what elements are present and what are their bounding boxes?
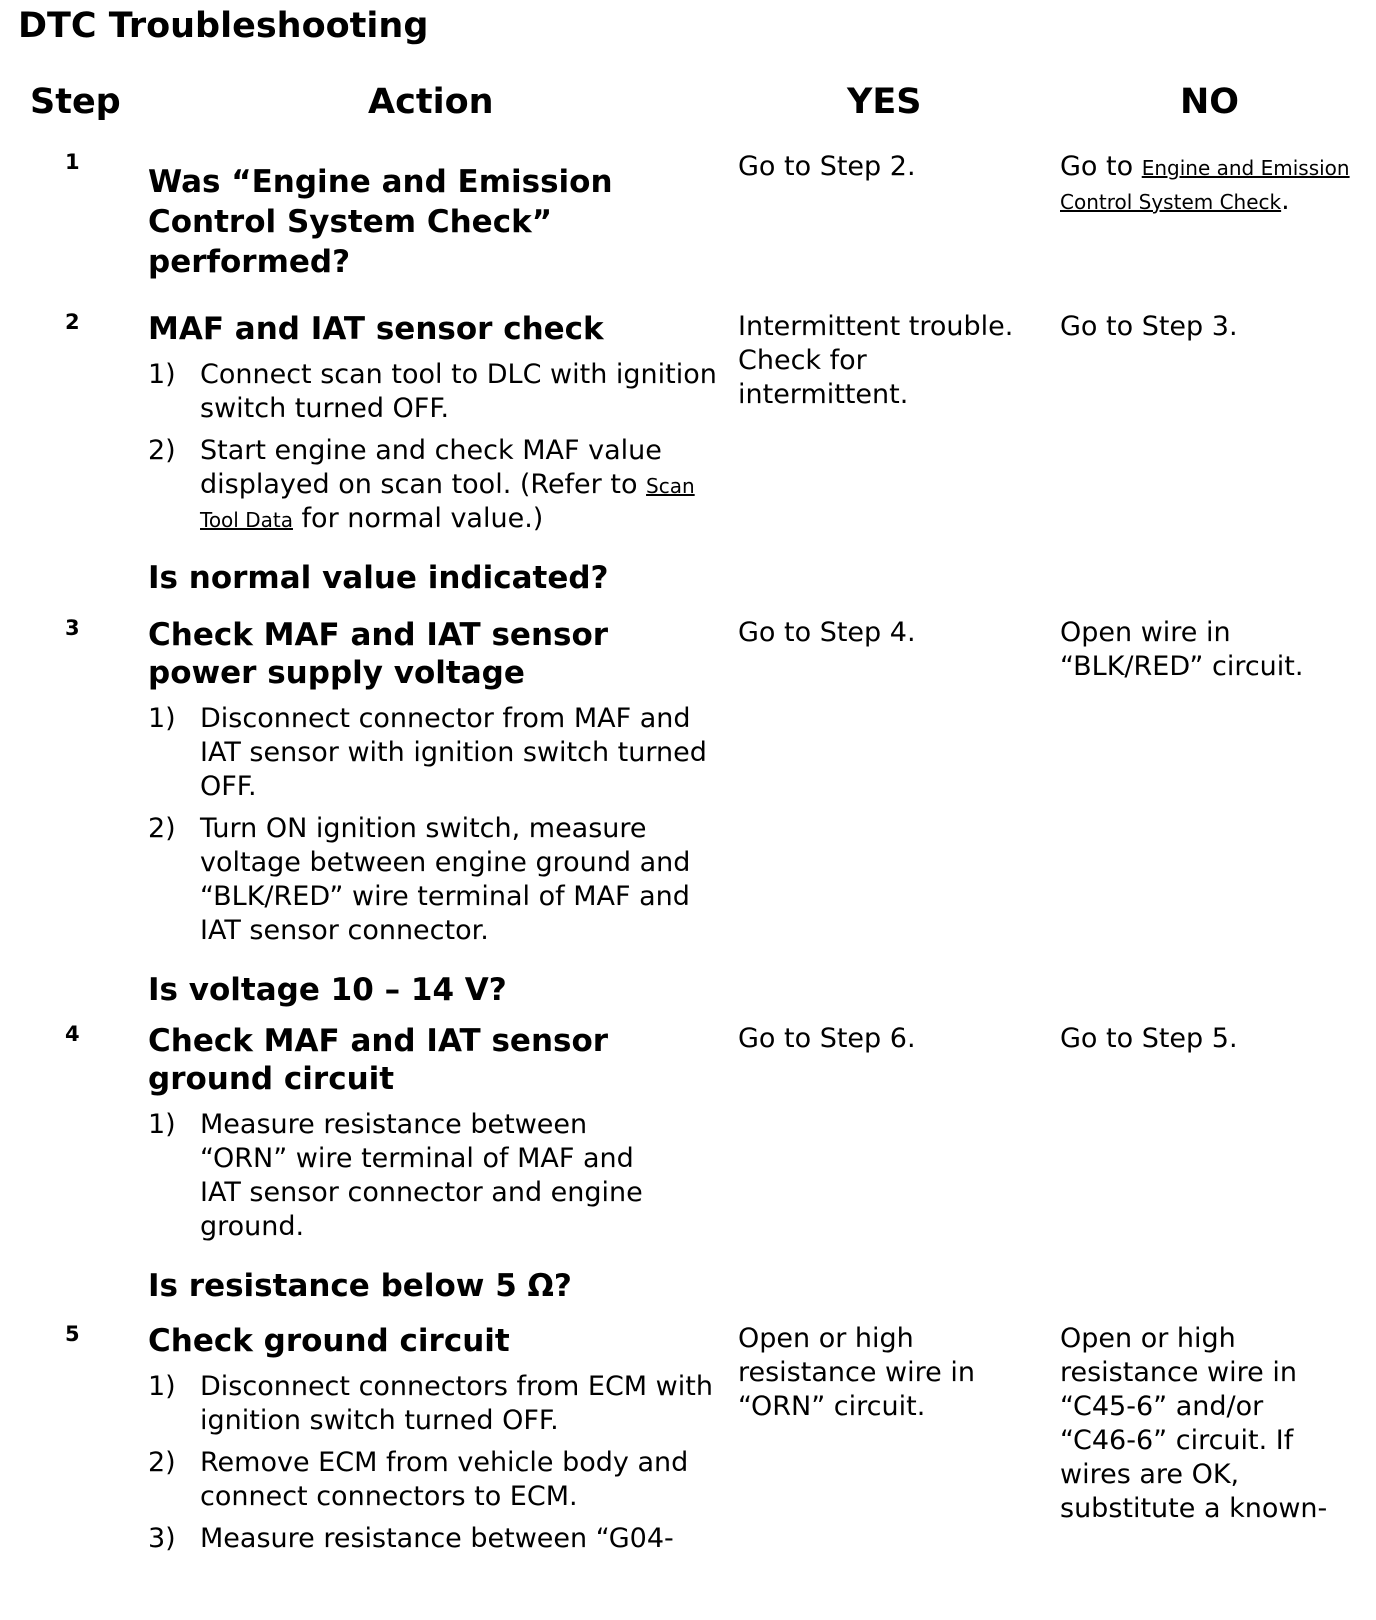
action-cell	[148, 616, 718, 1010]
list-item	[148, 1446, 718, 1514]
list-item-text-after: for normal value.)	[292, 503, 544, 534]
list-item-number: 1)	[148, 1371, 176, 1402]
action-question: Is voltage 10 – 14 V?	[148, 972, 507, 1008]
list-item	[148, 434, 718, 536]
step-number: 2	[65, 310, 80, 334]
yes-cell: Go to Step 6.	[738, 1023, 916, 1054]
no-cell: Open or high resistance wire in “C45-6” and/or “C46-6” circuit. If wires are OK, substitute a known-	[1060, 1323, 1328, 1524]
engine-emission-check-link[interactable]: Engine and Emission Control System Check	[1060, 156, 1350, 214]
column-header-yes: YES	[847, 82, 922, 122]
list-item-text: Remove ECM from vehicle body and connect connectors to ECM.	[200, 1447, 689, 1512]
list-item	[148, 702, 718, 804]
list-item-text: Turn ON ignition switch, measure voltage between engine ground and “BLK/RED” wire terminal of MAF and IAT sensor connector.	[200, 813, 691, 946]
list-item	[148, 358, 718, 426]
list-item-number: 1)	[148, 703, 176, 734]
list-item-number: 3)	[148, 1523, 176, 1554]
list-item-text: Measure resistance between “G04-	[200, 1523, 674, 1554]
yes-cell: Go to Step 2.	[738, 151, 916, 182]
no-cell: Open wire in “BLK/RED” circuit.	[1060, 617, 1304, 682]
yes-cell: Go to Step 4.	[738, 617, 916, 648]
no-cell: Go to Step 5.	[1060, 1023, 1238, 1054]
no-text-suffix: .	[1281, 185, 1290, 216]
action-title: MAF and IAT sensor check	[148, 311, 604, 347]
list-item	[148, 1370, 718, 1438]
step-number: 4	[65, 1022, 80, 1046]
list-item-number: 2)	[148, 813, 176, 844]
page-title: DTC Troubleshooting	[18, 6, 429, 46]
column-header-step: Step	[30, 82, 121, 122]
list-item-text: Disconnect connectors from ECM with ignition switch turned OFF.	[200, 1371, 713, 1436]
list-item	[148, 812, 718, 948]
action-cell	[148, 1022, 718, 1306]
action-steps-list	[148, 358, 718, 536]
action-cell	[148, 310, 718, 598]
action-title: Check ground circuit	[148, 1323, 510, 1359]
list-item-text: Start engine and check MAF value displayed on scan tool. (Refer to	[200, 435, 662, 500]
action-cell	[148, 162, 718, 282]
list-item-number: 1)	[148, 359, 176, 390]
scan-tool-data-link[interactable]: Scan Tool Data	[200, 474, 695, 532]
step-number: 3	[65, 616, 80, 640]
list-item-text: Connect scan tool to DLC with ignition switch turned OFF.	[200, 359, 717, 424]
no-cell	[1060, 150, 1360, 218]
column-header-action: Action	[368, 82, 494, 122]
yes-cell: Open or high resistance wire in “ORN” circuit.	[738, 1323, 975, 1422]
list-item-number: 2)	[148, 1447, 176, 1478]
list-item-text: Measure resistance between “ORN” wire terminal of MAF and IAT sensor connector and engine ground.	[200, 1109, 643, 1242]
action-steps-list	[148, 702, 718, 948]
column-header-no: NO	[1180, 82, 1240, 122]
action-question: Is resistance below 5 Ω?	[148, 1268, 572, 1304]
no-cell: Go to Step 3.	[1060, 311, 1238, 342]
action-title: Check MAF and IAT sensor power supply voltage	[148, 617, 609, 691]
list-item-number: 1)	[148, 1109, 176, 1140]
action-steps-list	[148, 1108, 718, 1244]
action-steps-list	[148, 1370, 718, 1556]
no-text-prefix: Go to	[1060, 151, 1142, 182]
list-item-text: Disconnect connector from MAF and IAT sensor with ignition switch turned OFF.	[200, 703, 707, 802]
list-item	[148, 1108, 680, 1244]
yes-cell: Intermittent trouble. Check for intermittent.	[738, 311, 1014, 410]
step-number: 5	[65, 1322, 80, 1346]
action-question: Is normal value indicated?	[148, 560, 609, 596]
list-item-number: 2)	[148, 435, 176, 466]
list-item	[148, 1522, 718, 1556]
action-cell	[148, 1322, 718, 1564]
action-title: Was “Engine and Emission Control System Check” performed?	[148, 164, 613, 280]
step-number: 1	[65, 150, 80, 174]
action-title: Check MAF and IAT sensor ground circuit	[148, 1023, 609, 1097]
